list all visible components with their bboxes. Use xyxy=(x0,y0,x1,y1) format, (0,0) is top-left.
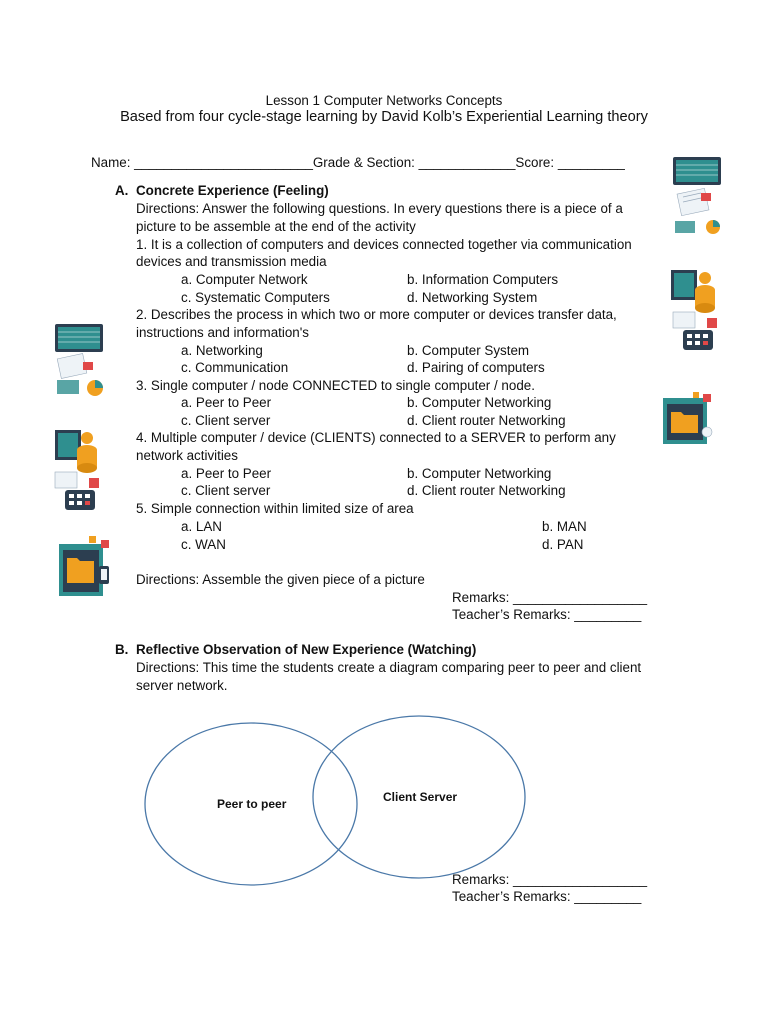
section-a-teacher-remarks: Teacher’s Remarks: _________ xyxy=(452,607,642,622)
question-2-line2: instructions and information's xyxy=(136,325,309,340)
section-a-letter: A. xyxy=(115,183,129,198)
section-b-directions-line2: server network. xyxy=(136,678,228,693)
assemble-directions: Directions: Assemble the given piece of a picture xyxy=(136,572,425,587)
q4-option-a: a. Peer to Peer xyxy=(181,466,272,481)
question-1-line2: devices and transmission media xyxy=(136,254,327,269)
question-2-line1: 2. Describes the process in which two or more computer or devices transfer data, xyxy=(136,307,617,322)
lesson-title: Lesson 1 Computer Networks Concepts xyxy=(265,93,503,108)
q2-option-c: c. Communication xyxy=(181,360,289,375)
q1-option-b: b. Information Computers xyxy=(407,272,559,287)
q4-option-d: d. Client router Networking xyxy=(407,483,566,498)
section-a-heading: Concrete Experience (Feeling) xyxy=(136,183,329,198)
question-4-line1: 4. Multiple computer / device (CLIENTS) connected to a SERVER to perform any xyxy=(136,430,616,445)
q1-option-d: d. Networking System xyxy=(407,290,538,305)
folder-puzzle-icon xyxy=(663,392,715,448)
section-b-heading: Reflective Observation of New Experience (Watching) xyxy=(136,642,477,657)
section-b-teacher-remarks: Teacher’s Remarks: _________ xyxy=(452,889,642,904)
section-a-directions-line1: Directions: Answer the following questions. In every questions there is a piece of a xyxy=(136,201,623,216)
question-3-line1: 3. Single computer / node CONNECTED to single computer / node. xyxy=(136,378,535,393)
laptop-puzzle-icon xyxy=(671,155,723,237)
section-a-directions-line2: picture to be assemble at the end of the activity xyxy=(136,219,416,234)
lesson-subtitle: Based from four cycle-stage learning by David Kolb’s Experiential Learning theory xyxy=(120,109,648,125)
folder-phone-puzzle-icon xyxy=(59,536,111,598)
question-4-line2: network activities xyxy=(136,448,238,463)
coins-laptop-puzzle-icon xyxy=(53,428,105,512)
q5-option-a: a. LAN xyxy=(181,519,222,534)
q4-option-c: c. Client server xyxy=(181,483,271,498)
question-5-line1: 5. Simple connection within limited size of area xyxy=(136,501,414,516)
section-a-remarks: Remarks: __________________ xyxy=(452,590,648,605)
q5-option-d: d. PAN xyxy=(542,537,584,552)
question-1-line1: 1. It is a collection of computers and devices connected together via communication xyxy=(136,237,632,252)
section-b-letter: B. xyxy=(115,642,129,657)
q3-option-d: d. Client router Networking xyxy=(407,413,566,428)
q2-option-a: a. Networking xyxy=(181,343,263,358)
q5-option-c: c. WAN xyxy=(181,537,226,552)
q3-option-a: a. Peer to Peer xyxy=(181,395,272,410)
venn-right-label: Client Server xyxy=(383,790,458,804)
section-b-remarks: Remarks: __________________ xyxy=(452,872,648,887)
q3-option-c: c. Client server xyxy=(181,413,271,428)
coins-laptop-puzzle-icon xyxy=(669,268,721,354)
venn-left-label: Peer to peer xyxy=(217,797,287,811)
section-b-directions-line1: Directions: This time the students create a diagram comparing peer to peer and client xyxy=(136,660,642,675)
q4-option-b: b. Computer Networking xyxy=(407,466,552,481)
q2-option-d: d. Pairing of computers xyxy=(407,360,545,375)
q1-option-c: c. Systematic Computers xyxy=(181,290,330,305)
laptop-puzzle-icon xyxy=(53,322,105,400)
q2-option-b: b. Computer System xyxy=(407,343,530,358)
q5-option-b: b. MAN xyxy=(542,519,587,534)
name-grade-score-line: Name: ________________________Grade & Section: _____________Score: _________ xyxy=(91,155,625,170)
venn-diagram xyxy=(140,710,535,890)
q1-option-a: a. Computer Network xyxy=(181,272,308,287)
q3-option-b: b. Computer Networking xyxy=(407,395,552,410)
